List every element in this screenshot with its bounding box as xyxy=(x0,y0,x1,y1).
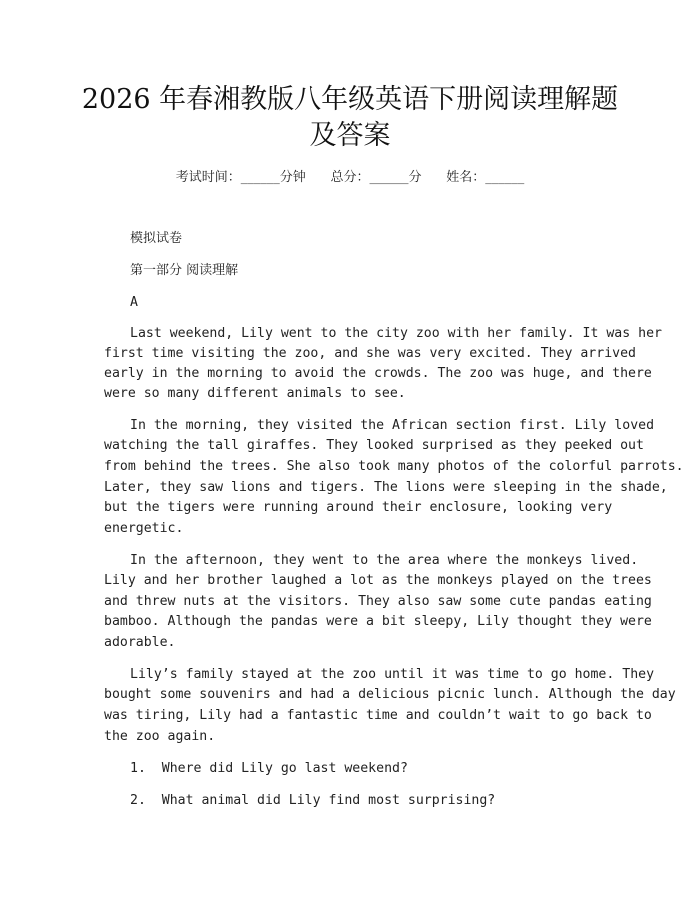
paragraph-line: watching the tall giraffes. They looked surprised as they peeked out xyxy=(104,438,644,453)
paragraph-line: was tiring, Lily had a fantastic time and couldn’t wait to go back to xyxy=(104,708,652,723)
paragraph-line: early in the morning to avoid the crowds. The zoo was huge, and there xyxy=(104,366,652,381)
paragraph-line: In the afternoon, they went to the area where the monkeys lived. xyxy=(130,553,639,568)
paragraph-line: bamboo. Although the pandas were a bit sleepy, Lily thought they were xyxy=(104,614,652,629)
section-label: 模拟试卷 xyxy=(130,231,183,246)
paragraph-line: adorable. xyxy=(104,635,176,650)
paragraph-line: bought some souvenirs and had a delicious picnic lunch. Although the day xyxy=(104,687,676,702)
document-title-line-2: 及答案 xyxy=(309,120,391,151)
part-heading: 第一部分 阅读理解 xyxy=(130,263,239,278)
paragraph-line: Later, they saw lions and tigers. The lions were sleeping in the shade, xyxy=(104,480,668,495)
paragraph-line: In the morning, they visited the African section first. Lily loved xyxy=(130,418,655,433)
paragraph-line: were so many different animals to see. xyxy=(104,386,406,401)
paragraph-line: Lily and her brother laughed a lot as the monkeys played on the trees xyxy=(104,573,652,588)
question-item: 1. Where did Lily go last weekend? xyxy=(130,761,408,776)
question-item: 2. What animal did Lily find most surprising? xyxy=(130,793,496,808)
paragraph-line: energetic. xyxy=(104,521,184,536)
paragraph-line: first time visiting the zoo, and she was very excited. They arrived xyxy=(104,346,636,361)
paragraph-line: but the tigers were running around their enclosure, looking very xyxy=(104,500,613,515)
paragraph-line: and threw nuts at the visitors. They also saw some cute pandas eating xyxy=(104,594,652,609)
paragraph-line: Last weekend, Lily went to the city zoo with her family. It was her xyxy=(130,326,662,341)
paragraph-line: the zoo again. xyxy=(104,729,216,744)
document-title-line-1: 2026 年春湘教版八年级英语下册阅读理解题 xyxy=(81,84,619,115)
paragraph-line: from behind the trees. She also took many photos of the colorful parrots. xyxy=(104,459,684,474)
passage-label: A xyxy=(130,295,138,310)
exam-info-line: 考试时间：______分钟 总分：______分 姓名：______ xyxy=(175,170,525,185)
paragraph-line: Lily’s family stayed at the zoo until it was time to go home. They xyxy=(130,667,655,682)
